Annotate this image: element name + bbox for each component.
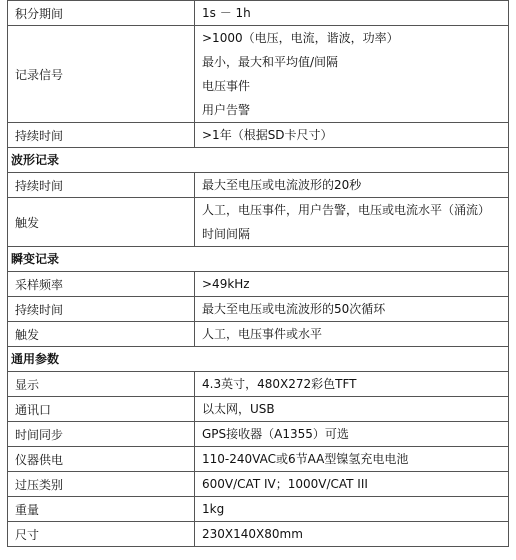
spec-value: >1年（根据SD卡尺寸） [202, 128, 333, 142]
spec-table [7, 0, 509, 547]
spec-value: 110-240VAC或6节AA型镍氢充电电池 [202, 452, 409, 466]
spec-value: 1s － 1h [202, 6, 251, 20]
spec-value-cell [195, 1, 508, 25]
spec-value-cell [195, 447, 508, 471]
spec-row [7, 472, 509, 497]
spec-value-cell [195, 322, 508, 346]
spec-value-cell [195, 372, 508, 396]
spec-value: >1000（电压，电流，谐波，功率） [202, 31, 399, 45]
spec-row [7, 123, 509, 148]
spec-row [7, 372, 509, 397]
spec-label: 尺寸 [8, 522, 195, 546]
spec-row [7, 173, 509, 198]
spec-value: 最小，最大和平均值/间隔 [202, 55, 339, 69]
spec-row [7, 447, 509, 472]
spec-label: 持续时间 [8, 123, 195, 147]
spec-label: 过压类别 [8, 472, 195, 496]
spec-value: 4.3英寸，480X272彩色TFT [202, 377, 357, 391]
spec-label: 记录信号 [8, 26, 195, 122]
spec-value: 1kg [202, 502, 225, 516]
spec-label: 采样频率 [8, 272, 195, 296]
spec-label: 通讯口 [8, 397, 195, 421]
section-title: 波形记录 [7, 148, 509, 173]
spec-value: 人工，电压事件，用户告警，电压或电流水平（涌流） [202, 203, 491, 217]
spec-row [7, 297, 509, 322]
spec-row [7, 0, 509, 26]
spec-label: 仪器供电 [8, 447, 195, 471]
spec-label: 持续时间 [8, 297, 195, 321]
spec-row [7, 322, 509, 347]
spec-row [7, 198, 509, 247]
spec-value: 用户告警 [202, 103, 251, 117]
spec-value: 最大至电压或电流波形的20秒 [202, 178, 362, 192]
spec-label: 时间同步 [8, 422, 195, 446]
spec-row [7, 522, 509, 547]
spec-value-cell [195, 272, 508, 296]
section-title: 通用参数 [7, 347, 509, 372]
spec-label: 积分期间 [8, 1, 195, 25]
spec-value-cell [195, 422, 508, 446]
spec-row [7, 26, 509, 123]
spec-value: 600V/CAT IV；1000V/CAT III [202, 477, 368, 491]
spec-value-cell [195, 173, 508, 197]
spec-value: 最大至电压或电流波形的50次循环 [202, 302, 386, 316]
spec-value-cell [195, 497, 508, 521]
spec-row [7, 272, 509, 297]
spec-row [7, 397, 509, 422]
spec-value-cell [195, 26, 508, 122]
spec-value: 人工，电压事件或水平 [202, 327, 323, 341]
spec-label: 触发 [8, 322, 195, 346]
spec-label: 触发 [8, 198, 195, 246]
spec-row [7, 497, 509, 522]
spec-value-cell [195, 198, 508, 246]
spec-label: 重量 [8, 497, 195, 521]
spec-value-cell [195, 397, 508, 421]
spec-value: GPS接收器（A1355）可选 [202, 427, 349, 441]
spec-value: 电压事件 [202, 79, 251, 93]
spec-row [7, 422, 509, 447]
spec-value-cell [195, 297, 508, 321]
spec-value: 230X140X80mm [202, 527, 303, 541]
spec-value: 以太网，USB [202, 402, 275, 416]
spec-value-cell [195, 123, 508, 147]
spec-value: >49kHz [202, 277, 250, 291]
spec-label: 显示 [8, 372, 195, 396]
spec-value: 时间间隔 [202, 227, 251, 241]
spec-value-cell [195, 472, 508, 496]
spec-value-cell [195, 522, 508, 546]
spec-label: 持续时间 [8, 173, 195, 197]
section-title: 瞬变记录 [7, 247, 509, 272]
